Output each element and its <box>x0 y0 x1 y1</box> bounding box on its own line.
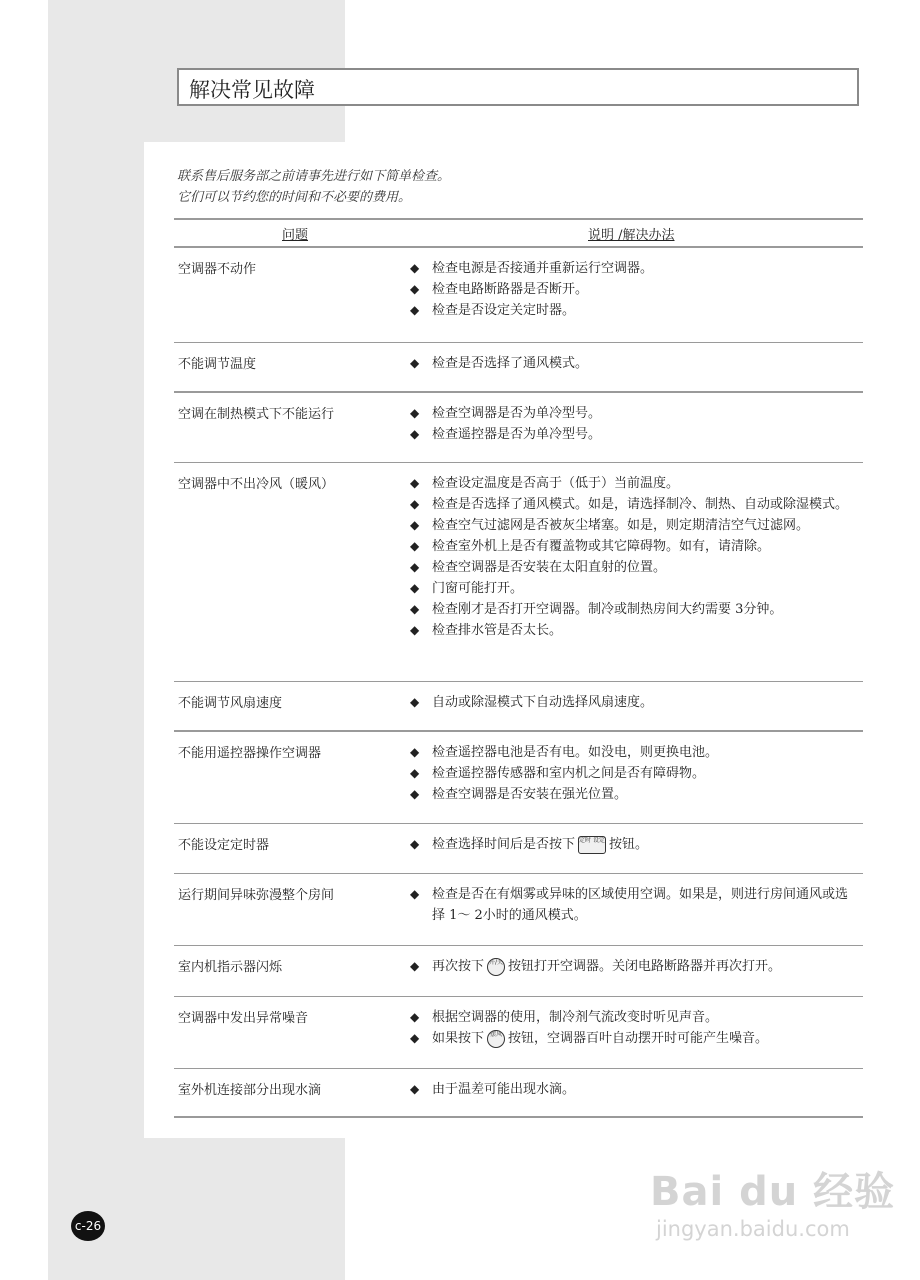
problem-cell: 室外机连接部分出现水滴 <box>178 1083 322 1098</box>
problem-cell: 空调器不动作 <box>178 262 257 277</box>
solution-item <box>410 742 860 763</box>
bottom-gray-panel <box>48 1138 345 1280</box>
watermark-logo: Bai du 经验 <box>650 1169 896 1215</box>
solution-text: 检查排水管是否太长。 <box>432 623 563 638</box>
solution-text: 检查电路断路器是否断开。 <box>432 282 589 297</box>
solution-text: 检查室外机上是否有覆盖物或其它障碍物。如有，请清除。 <box>432 539 771 554</box>
solution-cell <box>410 834 860 855</box>
page-title: 解决常见故障 <box>189 78 315 102</box>
solution-item <box>410 834 860 855</box>
diamond-bullet-icon: ◆ <box>410 518 420 532</box>
solution-cell <box>410 692 860 713</box>
diamond-bullet-icon: ◆ <box>410 837 420 851</box>
problem-cell: 室内机指示器闪烁 <box>178 960 283 975</box>
table-row <box>174 343 863 393</box>
solution-item <box>410 1079 860 1100</box>
solution-item <box>410 515 860 536</box>
intro-line: 联系售后服务部之前请事先进行如下简单检查。 <box>177 169 451 184</box>
solution-text: 检查选择时间后是否按下 <box>432 837 576 852</box>
title-box <box>177 68 859 106</box>
solution-item <box>410 763 860 784</box>
left-gray-band <box>48 0 144 1280</box>
solution-text: 检查遥控器是否为单冷型号。 <box>432 427 602 442</box>
diamond-bullet-icon: ◆ <box>410 787 420 801</box>
problem-cell: 空调在制热模式下不能运行 <box>178 407 335 422</box>
diamond-bullet-icon: ◆ <box>410 539 420 553</box>
problem-cell: 不能用遥控器操作空调器 <box>178 746 322 761</box>
watermark <box>650 1160 895 1241</box>
diamond-bullet-icon: ◆ <box>410 602 420 616</box>
solution-item <box>410 578 860 599</box>
table-row <box>174 874 863 946</box>
diamond-bullet-icon: ◆ <box>410 261 420 275</box>
solution-item <box>410 258 860 279</box>
solution-cell <box>410 473 860 641</box>
diamond-bullet-icon: ◆ <box>410 766 420 780</box>
solution-text: 检查设定温度是否高于（低于）当前温度。 <box>432 476 680 491</box>
table-row <box>174 1069 863 1118</box>
intro-text <box>177 166 450 208</box>
table-row <box>174 732 863 824</box>
diamond-bullet-icon: ◆ <box>410 959 420 973</box>
solution-item <box>410 403 860 424</box>
diamond-bullet-icon: ◆ <box>410 427 420 441</box>
problem-cell: 空调器中不出冷风（暖风） <box>178 477 335 492</box>
solution-text: 检查空气过滤网是否被灰尘堵塞。如是，则定期清洁空气过滤网。 <box>432 518 810 533</box>
diamond-bullet-icon: ◆ <box>410 497 420 511</box>
diamond-bullet-icon: ◆ <box>410 695 420 709</box>
diamond-bullet-icon: ◆ <box>410 356 420 370</box>
diamond-bullet-icon: ◆ <box>410 476 420 490</box>
solution-item <box>410 1028 860 1049</box>
solution-text: 检查是否在有烟雾或异味的区域使用空调。如果是，则进行房间通风或选择 1～ 2小时的通风模式。 <box>432 887 849 923</box>
diamond-bullet-icon: ◆ <box>410 581 420 595</box>
header-solution: 说明 /解决办法 <box>588 228 675 243</box>
intro-line: 它们可以节约您的时间和不必要的费用。 <box>177 190 412 205</box>
solution-text: 根据空调器的使用，制冷剂气流改变时听见声音。 <box>432 1010 719 1025</box>
solution-cell <box>410 403 860 445</box>
solution-text: 检查是否选择了通风模式。如是，请选择制冷、制热、自动或除湿模式。 <box>432 497 849 512</box>
table-row <box>174 393 863 463</box>
power-button-icon: 开/关 <box>487 958 505 976</box>
solution-text: 检查是否设定关定时器。 <box>432 303 576 318</box>
solution-item <box>410 1007 860 1028</box>
diamond-bullet-icon: ◆ <box>410 1031 420 1045</box>
solution-text: 自动或除湿模式下自动选择风扇速度。 <box>432 695 654 710</box>
solution-item <box>410 494 860 515</box>
problem-cell: 不能调节温度 <box>178 357 257 372</box>
solution-text: 检查遥控器传感器和室内机之间是否有障碍物。 <box>432 766 706 781</box>
solution-text: 按钮。 <box>609 837 649 852</box>
solution-item <box>410 884 860 926</box>
table-header <box>174 218 863 248</box>
solution-item <box>410 353 860 374</box>
solution-text: 按钮打开空调器。关闭电路断路器并再次打开。 <box>508 959 782 974</box>
solution-item <box>410 424 860 445</box>
solution-item <box>410 620 860 641</box>
table-row <box>174 248 863 343</box>
diamond-bullet-icon: ◆ <box>410 1010 420 1024</box>
problem-cell: 空调器中发出异常噪音 <box>178 1011 309 1026</box>
solution-item <box>410 956 860 977</box>
solution-text: 检查是否选择了通风模式。 <box>432 356 589 371</box>
solution-cell <box>410 956 860 977</box>
page-number: c-26 <box>71 1211 105 1241</box>
solution-item <box>410 599 860 620</box>
solution-item <box>410 692 860 713</box>
diamond-bullet-icon: ◆ <box>410 623 420 637</box>
solution-item <box>410 473 860 494</box>
solution-text: 检查电源是否接通并重新运行空调器。 <box>432 261 654 276</box>
solution-text: 检查空调器是否为单冷型号。 <box>432 406 602 421</box>
solution-text: 如果按下 <box>432 1031 485 1046</box>
solution-text: 检查遥控器电池是否有电。如没电，则更换电池。 <box>432 745 719 760</box>
solution-text: 由于温差可能出现水滴。 <box>432 1082 576 1097</box>
diamond-bullet-icon: ◆ <box>410 282 420 296</box>
table-row <box>174 824 863 874</box>
solution-cell <box>410 742 860 805</box>
solution-item <box>410 536 860 557</box>
table-row <box>174 997 863 1069</box>
solution-text: 再次按下 <box>432 959 485 974</box>
swing-button-icon: 摆风 <box>487 1030 505 1048</box>
solution-cell <box>410 1007 860 1049</box>
diamond-bullet-icon: ◆ <box>410 1082 420 1096</box>
solution-text: 检查空调器是否安装在太阳直射的位置。 <box>432 560 667 575</box>
diamond-bullet-icon: ◆ <box>410 560 420 574</box>
diamond-bullet-icon: ◆ <box>410 406 420 420</box>
table-row <box>174 463 863 682</box>
header-problem: 问题 <box>282 228 309 243</box>
solution-text: 门窗可能打开。 <box>432 581 524 596</box>
problem-cell: 不能设定定时器 <box>178 838 270 853</box>
diamond-bullet-icon: ◆ <box>410 303 420 317</box>
watermark-url: jingyan.baidu.com <box>656 1217 850 1241</box>
solution-text: 检查空调器是否安装在强光位置。 <box>432 787 628 802</box>
solution-item <box>410 300 860 321</box>
problem-cell: 运行期间异味弥漫整个房间 <box>178 888 335 903</box>
solution-text: 检查刚才是否打开空调器。制冷或制热房间大约需要 3分钟。 <box>432 602 783 617</box>
solution-cell <box>410 884 860 926</box>
solution-item <box>410 279 860 300</box>
solution-cell <box>410 258 860 321</box>
solution-cell <box>410 1079 860 1100</box>
table-row <box>174 946 863 997</box>
problem-cell: 不能调节风扇速度 <box>178 696 283 711</box>
diamond-bullet-icon: ◆ <box>410 745 420 759</box>
timer-button-icon: 定时 设定 <box>578 836 606 854</box>
solution-item <box>410 784 860 805</box>
solution-cell <box>410 353 860 374</box>
troubleshooting-table <box>174 218 863 1118</box>
solution-item <box>410 557 860 578</box>
solution-text: 按钮，空调器百叶自动摆开时可能产生噪音。 <box>508 1031 769 1046</box>
diamond-bullet-icon: ◆ <box>410 887 420 901</box>
table-row <box>174 682 863 732</box>
